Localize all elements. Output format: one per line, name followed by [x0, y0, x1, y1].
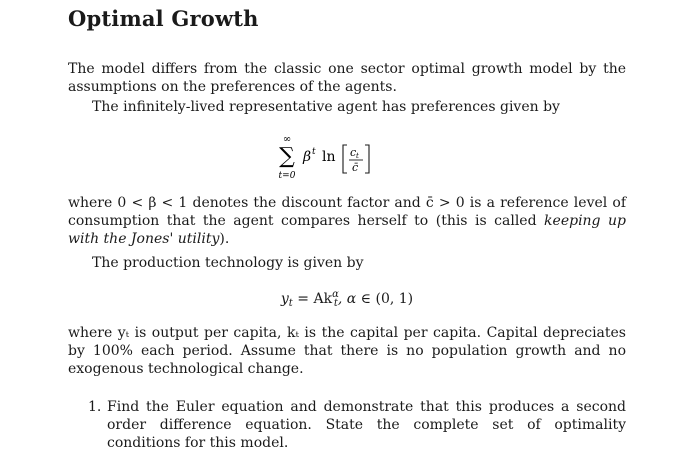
list-item	[88, 398, 626, 452]
discount-text: where 0 < β < 1 denotes the discount factor and c̄ > 0 is a reference level of consumption that the agent compares herself to (this is called	[68, 195, 626, 229]
list-item-number: 1.	[88, 399, 102, 415]
output-subscript: t	[288, 298, 293, 309]
fraction-numerator: c	[350, 146, 357, 159]
left-bracket	[343, 145, 347, 173]
right-bracket	[365, 145, 369, 173]
section-title: Optimal Growth	[68, 6, 259, 31]
beta-symbol: β	[303, 149, 312, 165]
sum-symbol: ∑	[279, 144, 295, 169]
condition-var: , α ∈	[337, 291, 376, 307]
output-var: y	[280, 291, 289, 307]
equals-ak: = Ak	[292, 291, 333, 307]
list-item-text: Find the Euler equation and demonstrate that this produces a second order difference equation. State the complete set of optimality conditions for this model.	[107, 399, 626, 451]
technology-paragraph: The production technology is given by	[92, 255, 364, 271]
preferences-paragraph: The infinitely-lived representative agent has preferences given by	[92, 99, 560, 115]
condition-set: (0, 1)	[375, 291, 414, 307]
utility-equation	[270, 133, 430, 183]
discount-text-end: ).	[219, 231, 230, 247]
sum-upper-limit: ∞	[282, 134, 292, 145]
log-operator: ln	[322, 149, 336, 165]
capital-subscript: t	[333, 298, 338, 309]
definitions-paragraph: where yₜ is output per capita, kₜ is the capital per capita. Capital depreciates by 100% each period. Assume that there is no population growth and no exogenous technological change.	[68, 325, 626, 377]
production-equation	[68, 289, 626, 309]
sum-lower-limit: t=0	[278, 171, 296, 181]
keeping-up-emphasis: keeping up with the Jones' utility	[68, 213, 626, 247]
discount-paragraph	[68, 194, 626, 248]
numerator-subscript: t	[356, 152, 359, 160]
intro-paragraph: The model differs from the classic one sector optimal growth model by the assumptions on the preferences of the agents.	[68, 61, 626, 95]
beta-exponent: t	[312, 147, 316, 157]
fraction-denominator: c̄	[352, 161, 359, 174]
alpha-exponent: α	[332, 289, 339, 300]
